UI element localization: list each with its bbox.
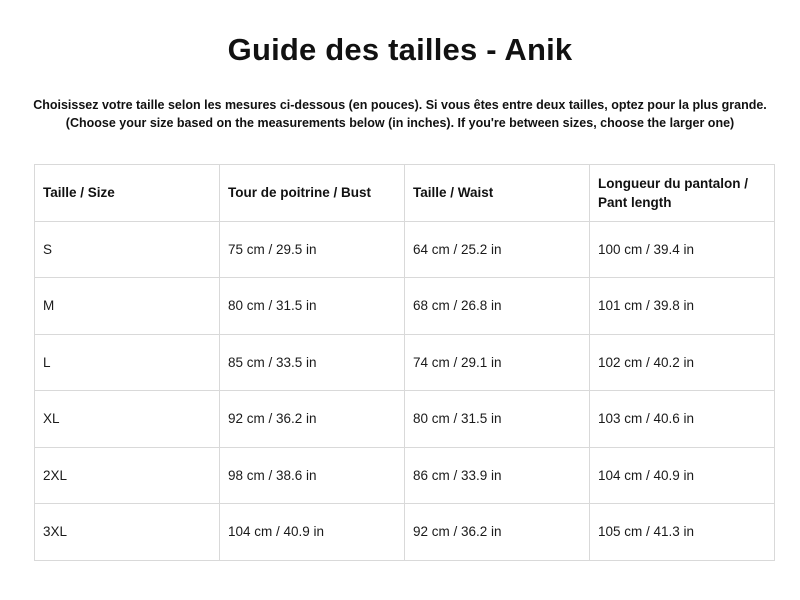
cell-pant-length: 104 cm / 40.9 in xyxy=(590,447,775,504)
cell-bust: 80 cm / 31.5 in xyxy=(220,278,405,335)
cell-bust: 75 cm / 29.5 in xyxy=(220,221,405,278)
cell-bust: 85 cm / 33.5 in xyxy=(220,334,405,391)
header-bust: Tour de poitrine / Bust xyxy=(220,165,405,222)
table-row xyxy=(35,221,775,278)
size-chart-table xyxy=(34,164,775,561)
header-pant-length: Longueur du pantalon / Pant length xyxy=(590,165,775,222)
cell-size: XL xyxy=(35,391,220,448)
cell-waist: 92 cm / 36.2 in xyxy=(405,504,590,561)
header-size: Taille / Size xyxy=(35,165,220,222)
cell-bust: 98 cm / 38.6 in xyxy=(220,447,405,504)
cell-waist: 80 cm / 31.5 in xyxy=(405,391,590,448)
table-row xyxy=(35,278,775,335)
cell-waist: 74 cm / 29.1 in xyxy=(405,334,590,391)
cell-pant-length: 100 cm / 39.4 in xyxy=(590,221,775,278)
table-row xyxy=(35,391,775,448)
cell-waist: 86 cm / 33.9 in xyxy=(405,447,590,504)
instructions-english: (Choose your size based on the measurements below (in inches). If you're between sizes, choose the larger one) xyxy=(65,116,735,130)
cell-bust: 92 cm / 36.2 in xyxy=(220,391,405,448)
cell-pant-length: 103 cm / 40.6 in xyxy=(590,391,775,448)
cell-size: L xyxy=(35,334,220,391)
instructions-french: Choisissez votre taille selon les mesures ci-dessous (en pouces). Si vous êtes entre deux tailles, optez pour la plus grande. xyxy=(33,98,767,112)
size-instructions xyxy=(0,96,800,132)
cell-pant-length: 101 cm / 39.8 in xyxy=(590,278,775,335)
cell-size: M xyxy=(35,278,220,335)
cell-waist: 68 cm / 26.8 in xyxy=(405,278,590,335)
cell-size: 3XL xyxy=(35,504,220,561)
cell-pant-length: 105 cm / 41.3 in xyxy=(590,504,775,561)
page-title: Guide des tailles - Anik xyxy=(227,32,573,67)
cell-size: 2XL xyxy=(35,447,220,504)
cell-size: S xyxy=(35,221,220,278)
cell-pant-length: 102 cm / 40.2 in xyxy=(590,334,775,391)
table-header-row xyxy=(35,165,775,222)
table-row xyxy=(35,447,775,504)
table-row xyxy=(35,504,775,561)
table-row xyxy=(35,334,775,391)
header-waist: Taille / Waist xyxy=(405,165,590,222)
cell-waist: 64 cm / 25.2 in xyxy=(405,221,590,278)
cell-bust: 104 cm / 40.9 in xyxy=(220,504,405,561)
